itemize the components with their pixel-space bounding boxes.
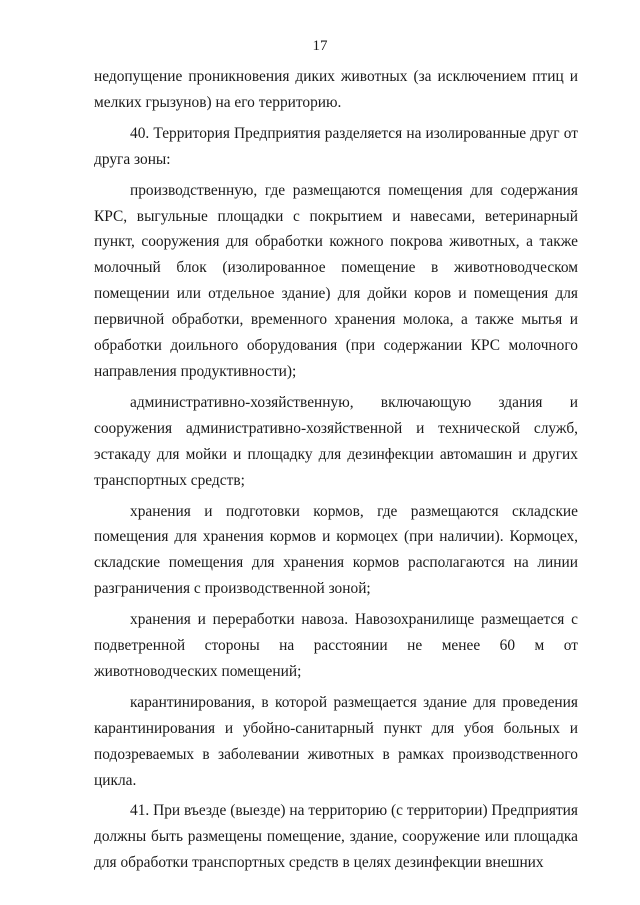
paragraph: хранения и переработки навоза. Навозохранилище размещается с подветренной стороны на расстоянии не менее 60 м от животноводческих помещений; bbox=[94, 611, 578, 680]
document-body bbox=[94, 64, 578, 881]
paragraph: недопущение проникновения диких животных (за исключением птиц и мелких грызунов) на его территорию. bbox=[94, 68, 578, 111]
paragraph: 41. При въезде (выезде) на территорию (с территории) Предприятия должны быть размещены помещение, здание, сооружение или площадка для обработки транспортных средств в целях дезинфекции внешних bbox=[94, 802, 578, 872]
paragraph: производственную, где размещаются помещения для содержания КРС, выгульные площадки с покрытием и навесами, ветеринарный пункт, сооружения для обработки кожного покрова животных, а также молочный блок (изолированное помещение в животноводческом помещении или отдельное здание) для дойки коров и помещения для первичной обработки, временного хранения молока, а также мытья и обработки доильного оборудования (при содержании КРС молочного направления продуктивности); bbox=[94, 181, 578, 380]
page-number: 17 bbox=[312, 38, 328, 54]
paragraph: административно-хозяйственную, включающую здания и сооружения административно-хозяйственной и технической служб, эстакаду для мойки и площадку для дезинфекции автомашин и других транспортных средств; bbox=[94, 393, 578, 489]
paragraph: карантинирования, в которой размещается здание для проведения карантинирования и убойно-санитарный пункт для убоя больных и подозреваемых в заболевании животных в рамках производственного цикла. bbox=[94, 693, 578, 789]
paragraph: 40. Территория Предприятия разделяется на изолированные друг от друга зоны: bbox=[94, 124, 578, 168]
paragraph: хранения и подготовки кормов, где размещаются складские помещения для хранения кормов и кормоцех (при наличии). Кормоцех, складские помещения для хранения кормов располагаются на линии разграничения с производственной зоной; bbox=[94, 502, 578, 598]
